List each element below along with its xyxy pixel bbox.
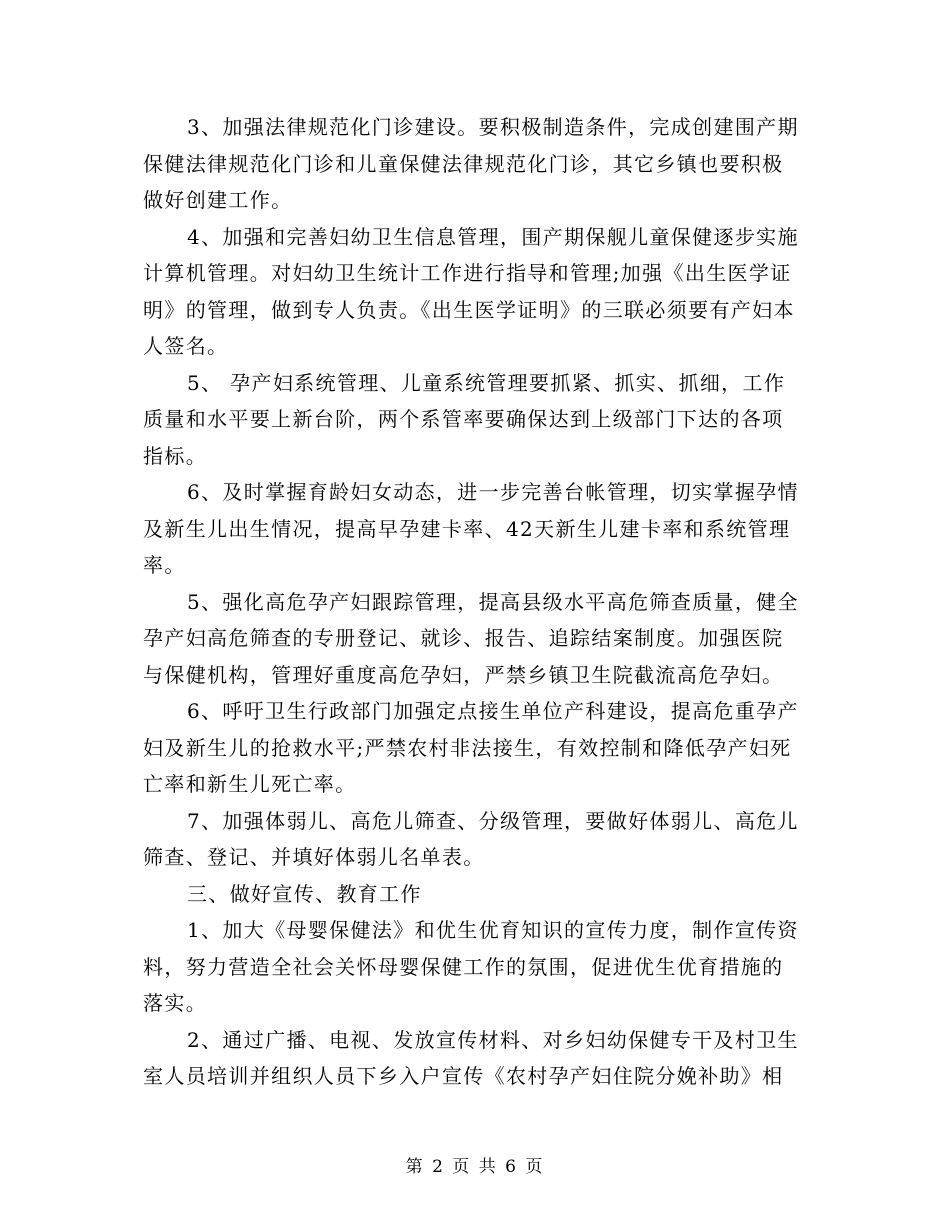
paragraph-item-7-weak-children: 7、加强体弱儿、高危儿筛查、分级管理，要做好体弱儿、高危儿筛查、登记、并填好体弱儿名单表。 bbox=[143, 808, 799, 869]
document-body bbox=[143, 109, 803, 1095]
paragraph-item-3-legal-clinic: 3、加强法律规范化门诊建设。要积极制造条件，完成创建围产期保健法律规范化门诊和儿童保健法律规范化门诊，其它乡镇也要积极做好创建工作。 bbox=[143, 115, 799, 212]
paragraph-item-4-info-management: 4、加强和完善妇幼卫生信息管理，围产期保舰儿童保健逐步实施计算机管理。对妇幼卫生统计工作进行指导和管理;加强《出生医学证明》的管理，做到专人负责。《出生医学证明》的三联必须要有产妇本人签名。 bbox=[143, 224, 799, 358]
section-heading-publicity: 三、做好宣传、教育工作 bbox=[187, 881, 422, 906]
page-footer: 第 2 页 共 6 页 bbox=[405, 1157, 545, 1177]
paragraph-item-6-obstetrics: 6、呼吁卫生行政部门加强定点接生单位产科建设，提高危重孕产妇及新生儿的抢救水平;严禁农村非法接生，有效控制和降低孕产妇死亡率和新生儿死亡率。 bbox=[143, 699, 799, 796]
paragraph-item-5-high-risk: 5、强化高危孕产妇跟踪管理，提高县级水平高危筛查质量，健全孕产妇高危筛查的专册登记、就诊、报告、追踪结案制度。加强医院与保健机构，管理好重度高危孕妇，严禁乡镇卫生院截流高危孕妇。 bbox=[143, 589, 799, 687]
paragraph-item-2-broadcast: 2、通过广播、电视、发放宣传材料、对乡妇幼保健专干及村卫生室人员培训并组织人员下乡入户宣传《农村孕产妇住院分娩补助》相 bbox=[143, 1027, 799, 1088]
paragraph-item-1-publicity: 1、加大《母婴保健法》和优生优育知识的宣传力度，制作宣传资料，努力营造全社会关怀母婴保健工作的氛围，促进优生优育措施的落实。 bbox=[143, 918, 799, 1015]
paragraph-item-5-system-management: 5、 孕产妇系统管理、儿童系统管理要抓紧、抓实、抓细，工作质量和水平要上新台阶，两个系管率要确保达到上级部门下达的各项指标。 bbox=[143, 370, 786, 468]
paragraph-item-6-dynamics: 6、及时掌握育龄妇女动态，进一步完善台帐管理，切实掌握孕情及新生儿出生情况，提高早孕建卡率、42天新生儿建卡率和系统管理率。 bbox=[143, 480, 799, 577]
